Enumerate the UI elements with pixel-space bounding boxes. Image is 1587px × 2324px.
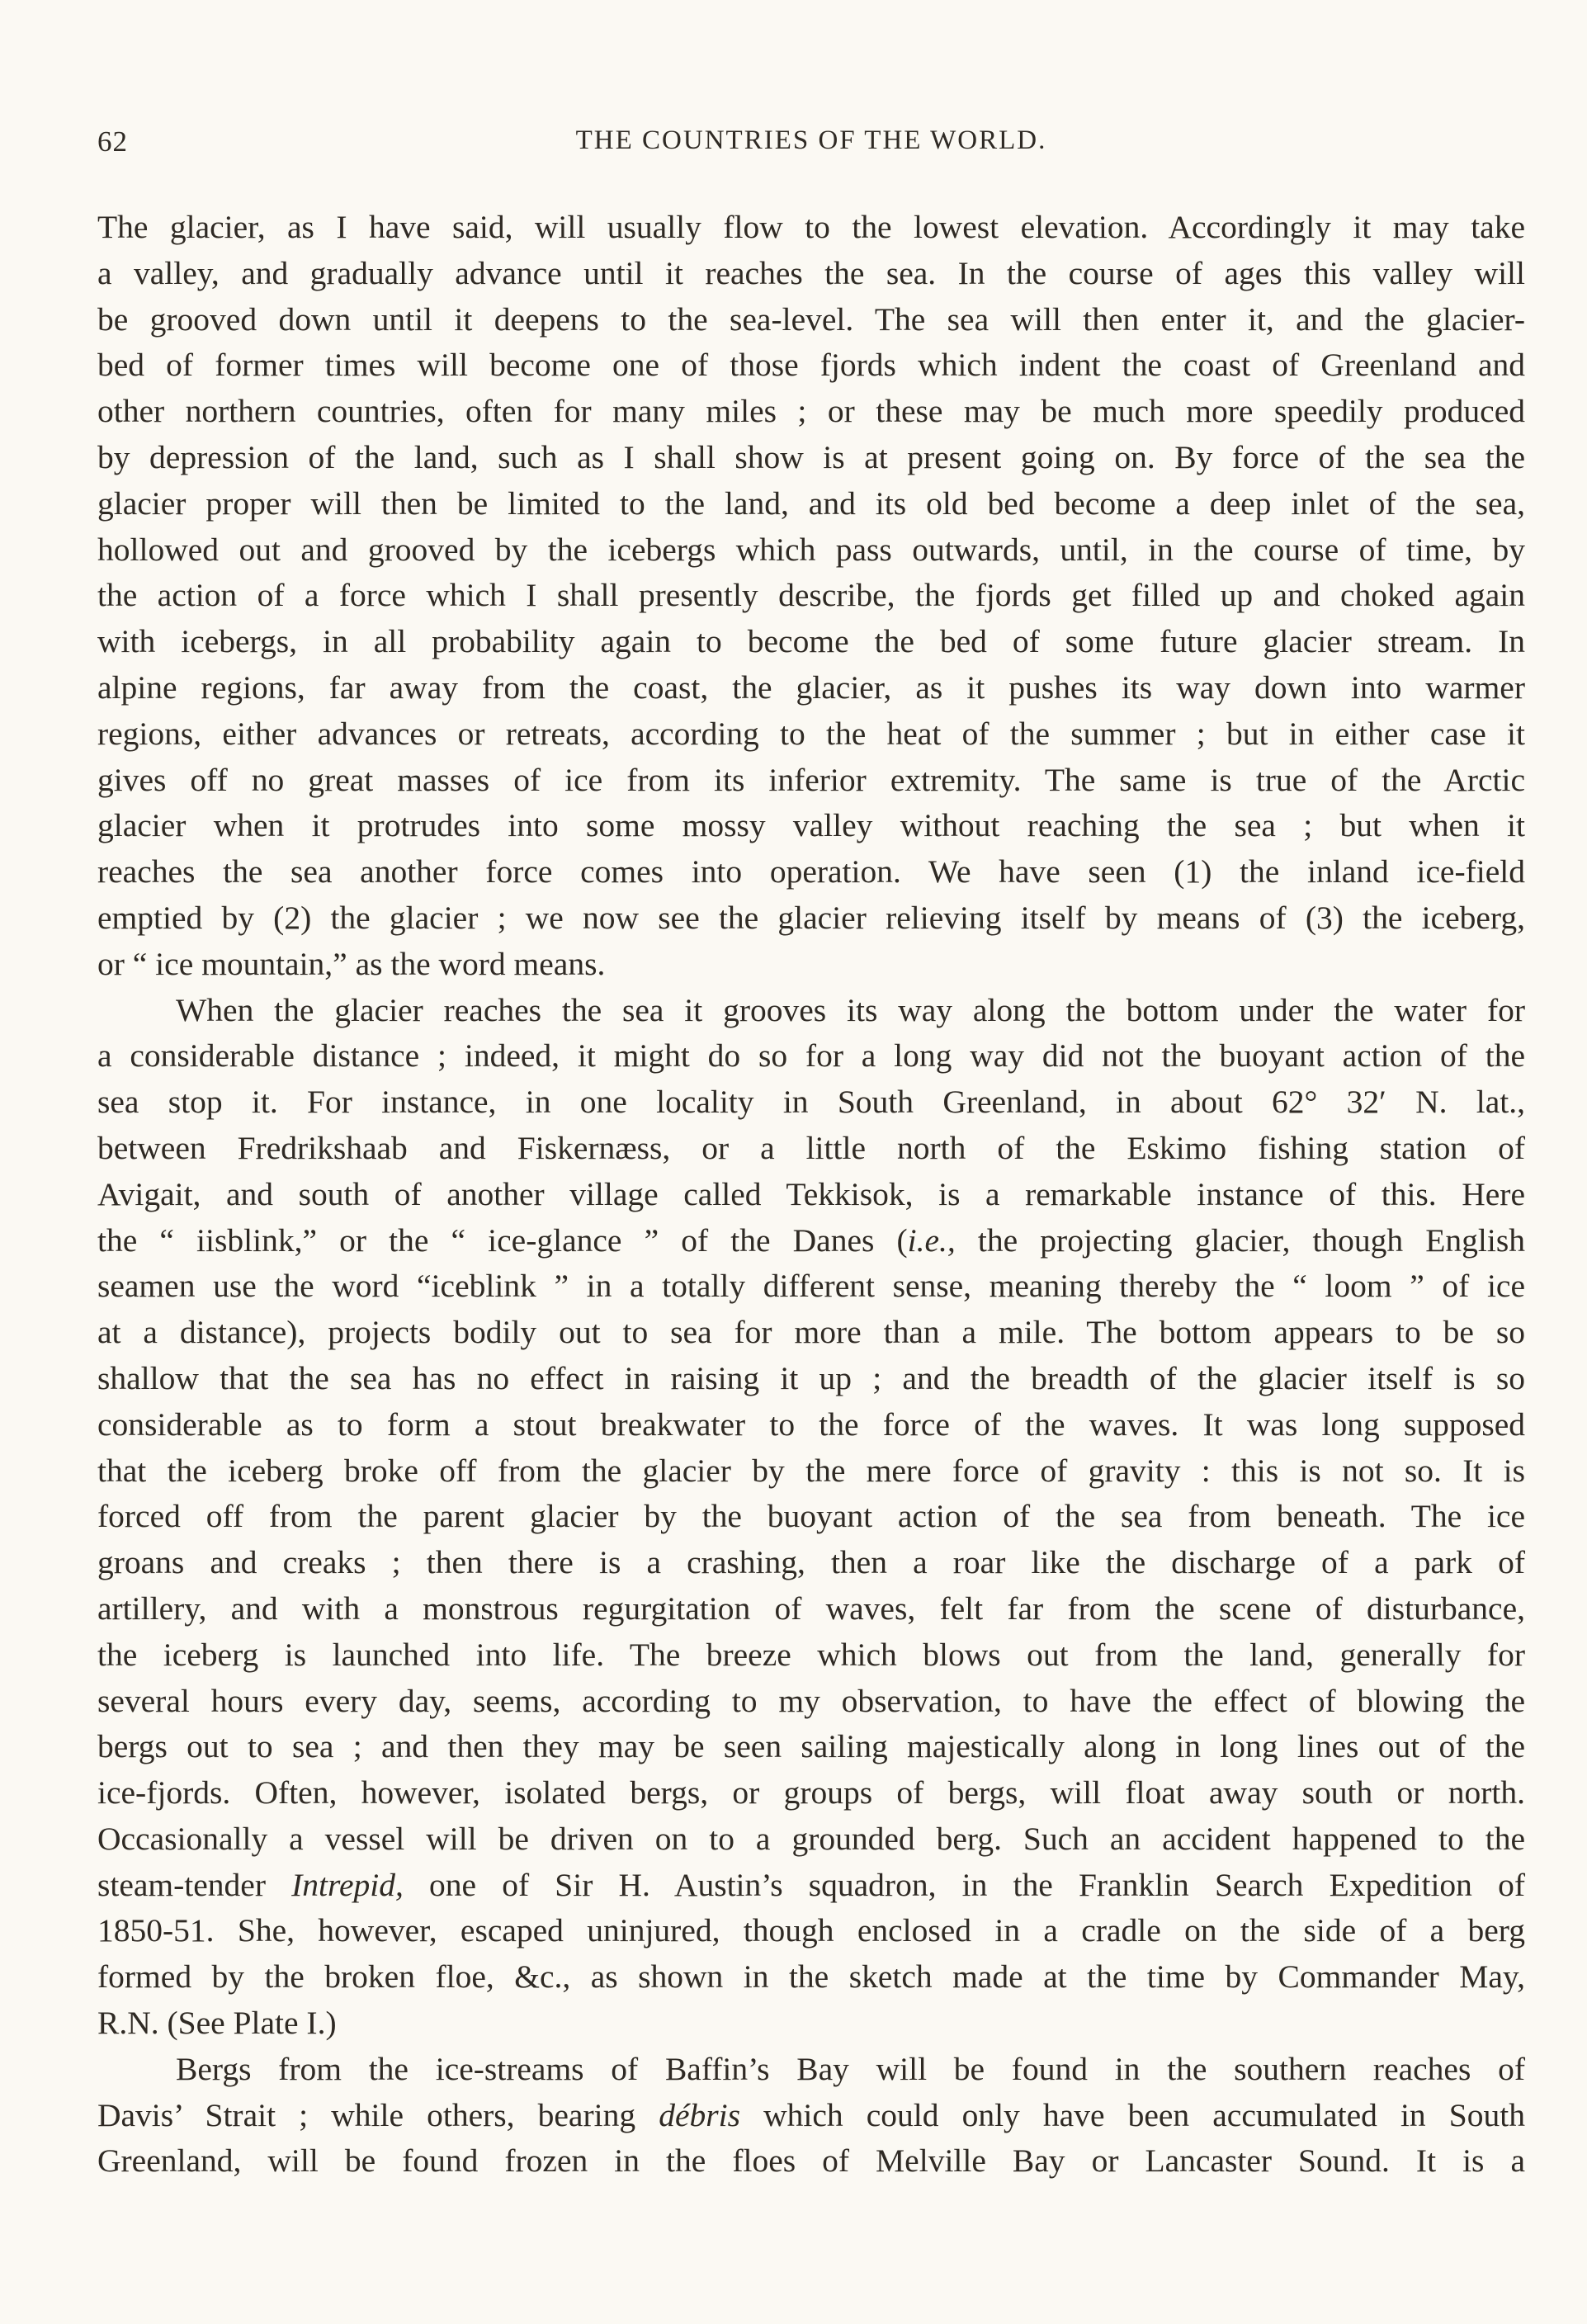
page-number: 62 — [97, 125, 128, 158]
italic-word: débris — [659, 2096, 740, 2133]
text-line: bergs out to sea ; and then they may be seen sailing majestically along in long lines out of the — [97, 1728, 1525, 1765]
paragraph-2 — [97, 988, 1525, 2047]
text-line: The glacier, as I have said, will usually flow to the lowest elevation. Accordingly it may take — [97, 209, 1525, 245]
text-line: Avigait, and south of another village called Tekkisok, is a remarkable instance of this. Here — [97, 1175, 1525, 1212]
text-line: shallow that the sea has no effect in raising it up ; and the breadth of the glacier itself is so — [97, 1359, 1525, 1396]
text-line: reaches the sea another force comes into operation. We have seen (1) the inland ice-field — [97, 853, 1525, 890]
text-line: groans and creaks ; then there is a crashing, then a roar like the discharge of a park of — [97, 1544, 1525, 1581]
text-line: bed of former times will become one of those fjords which indent the coast of Greenland and — [97, 347, 1525, 384]
text-line: seamen use the word “iceblink ” in a totally different sense, meaning thereby the “ loom ” of ice — [97, 1268, 1525, 1305]
text-line: a valley, and gradually advance until it reaches the sea. In the course of ages this valley will — [97, 254, 1525, 291]
text-line: emptied by (2) the glacier ; we now see the glacier relieving itself by means of (3) the iceberg, — [97, 899, 1525, 936]
text-line: by depression of the land, such as I shall show is at present going on. By force of the sea the — [97, 438, 1525, 475]
text-line: sea stop it. For instance, in one locality in South Greenland, in about 62° 32′ N. lat., — [97, 1084, 1525, 1121]
paragraph-3 — [97, 2047, 1525, 2185]
running-head — [97, 125, 1525, 163]
text-line: formed by the broken floe, &c., as shown in the sketch made at the time by Commander May, — [97, 1958, 1525, 1996]
text-line — [97, 1863, 1525, 1909]
line-segment: the “ iisblink,” or the “ ice-glance ” of the Danes ( — [97, 1221, 908, 1259]
text-line — [97, 1218, 1525, 1264]
ship-name: Intrepid, — [291, 1866, 404, 1903]
text-line: When the glacier reaches the sea it grooves its way along the bottom under the water for — [176, 991, 1525, 1028]
text-line: Greenland, will be found frozen in the floes of Melville Bay or Lancaster Sound. It is a — [97, 2142, 1525, 2180]
text-line: with icebergs, in all probability again to become the bed of some future glacier stream. In — [97, 623, 1525, 660]
line-segment: steam-tender — [97, 1866, 292, 1903]
line-segment: one of Sir H. Austin’s squadron, in the Franklin Search Expedition of — [403, 1866, 1525, 1903]
text-line: 1850-51. She, however, escaped uninjured, though enclosed in a cradle on the side of a berg — [97, 1912, 1525, 1949]
text-line: other northern countries, often for many miles ; or these may be much more speedily produced — [97, 393, 1525, 430]
text-line: or “ ice mountain,” as the word means. — [97, 945, 606, 982]
text-line: gives off no great masses of ice from its inferior extremity. The same is true of the Arctic — [97, 761, 1525, 798]
text-line — [97, 2093, 1525, 2139]
text-line: ice-fjords. Often, however, isolated bergs, or groups of bergs, will float away south or north. — [97, 1774, 1525, 1811]
text-line: a considerable distance ; indeed, it might do so for a long way did not the buoyant action of the — [97, 1037, 1525, 1075]
running-title: THE COUNTRIES OF THE WORLD. — [575, 125, 1047, 155]
text-line: considerable as to form a stout breakwater to the force of the waves. It was long supposed — [97, 1405, 1525, 1443]
text-line: several hours every day, seems, according to my observation, to have the effect of blowing the — [97, 1682, 1525, 1719]
body-text — [97, 205, 1525, 2185]
paragraph-1 — [97, 205, 1525, 988]
text-line: between Fredrikshaab and Fiskernæss, or a little north of the Eskimo fishing station of — [97, 1129, 1525, 1166]
text-line: R.N. (See Plate I.) — [97, 2005, 337, 2042]
text-line: Occasionally a vessel will be driven on to a grounded berg. Such an accident happened to the — [97, 1820, 1525, 1857]
text-line: the action of a force which I shall presently describe, the fjords get filled up and choked again — [97, 577, 1525, 614]
text-line: be grooved down until it deepens to the sea-level. The sea will then enter it, and the glacier- — [97, 300, 1525, 338]
line-segment: Davis’ Strait ; while others, bearing — [97, 2096, 659, 2133]
text-line: regions, either advances or retreats, according to the heat of the summer ; but in either case it — [97, 715, 1525, 752]
text-line: hollowed out and grooved by the icebergs which pass outwards, until, in the course of time, by — [97, 531, 1525, 568]
text-line: alpine regions, far away from the coast, the glacier, as it pushes its way down into warmer — [97, 668, 1525, 706]
text-line: the iceberg is launched into life. The breeze which blows out from the land, generally for — [97, 1636, 1525, 1673]
line-segment: the projecting glacier, though English — [955, 1221, 1526, 1259]
text-line: Bergs from the ice-streams of Baffin’s Bay will be found in the southern reaches of — [176, 2050, 1525, 2087]
line-segment: which could only have been accumulated in South — [739, 2096, 1525, 2133]
text-line: forced off from the parent glacier by the buoyant action of the sea from beneath. The ice — [97, 1498, 1525, 1535]
italic-abbreviation: i.e., — [907, 1221, 956, 1259]
text-line: glacier when it protrudes into some mossy valley without reaching the sea ; but when it — [97, 807, 1525, 844]
text-line: that the iceberg broke off from the glacier by the mere force of gravity : this is not so. It is — [97, 1452, 1525, 1489]
text-line: artillery, and with a monstrous regurgitation of waves, felt far from the scene of disturbance, — [97, 1589, 1525, 1627]
text-line: at a distance), projects bodily out to sea for more than a mile. The bottom appears to be so — [97, 1314, 1525, 1351]
text-line: glacier proper will then be limited to the land, and its old bed become a deep inlet of the sea, — [97, 484, 1525, 522]
